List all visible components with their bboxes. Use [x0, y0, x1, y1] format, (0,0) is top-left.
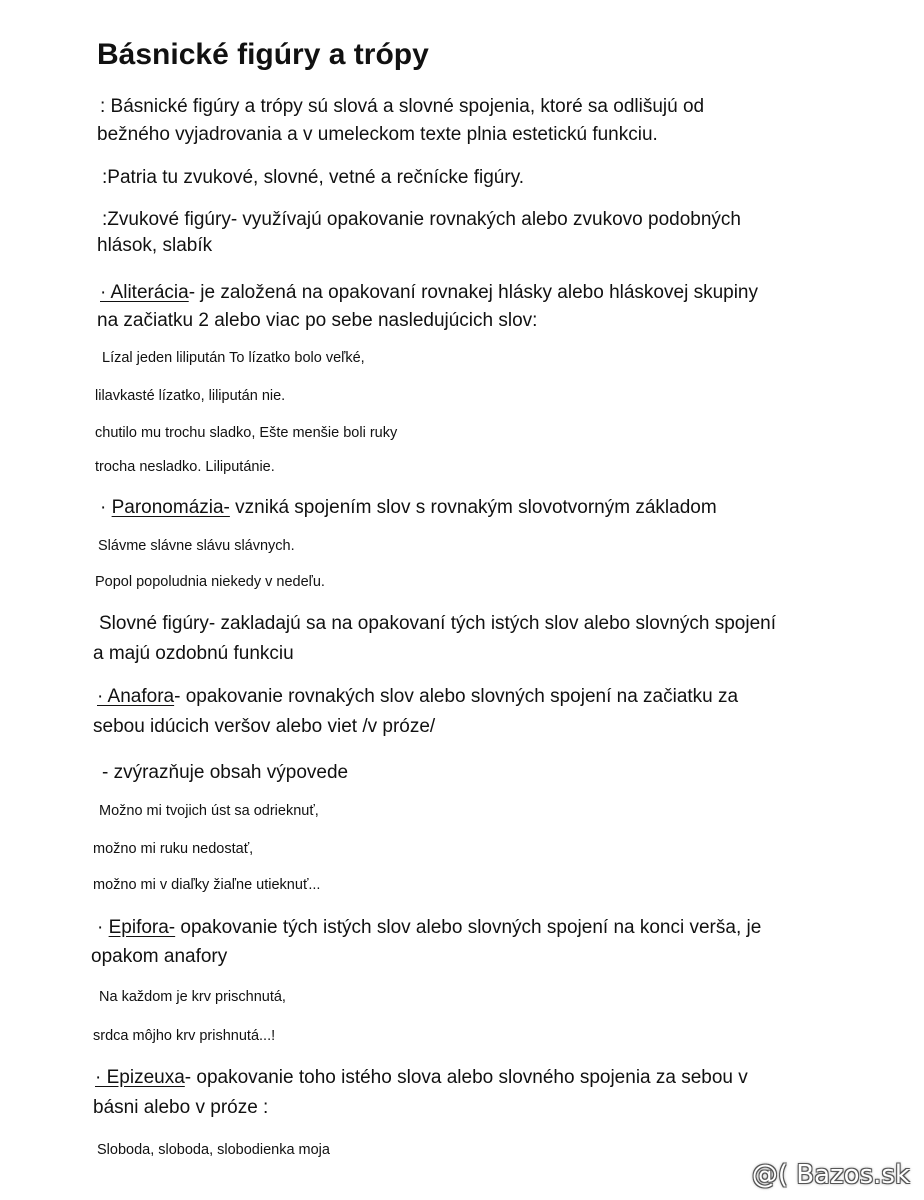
epizeuxa-line-1: [95, 1067, 748, 1089]
aliteracia-line-1: [100, 282, 758, 304]
aliteracia-term: · Aliterácia: [100, 282, 189, 303]
paronomazia-line: [100, 497, 717, 519]
poem-line: Možno mi tvojich úst sa odrieknuť,: [99, 803, 319, 819]
poem-line: Lízal jeden lilipután To lízatko bolo veľké,: [102, 350, 365, 366]
intro-line-1: : Básnické figúry a trópy sú slová a slovné spojenia, ktoré sa odlišujú od: [100, 96, 705, 117]
zvukove-line-2: hlások, slabík: [97, 235, 213, 256]
aliteracia-definition: - je založená na opakovaní rovnakej hlásky alebo hláskovej skupiny: [188, 282, 758, 303]
poem-line: srdca môjho krv prishnutá...!: [93, 1028, 276, 1044]
epizeuxa-definition: - opakovanie toho istého slova alebo slovného spojenia za sebou v: [184, 1067, 748, 1088]
anafora-note: - zvýrazňuje obsah výpovede: [102, 762, 349, 783]
slovne-line-2: a majú ozdobnú funkciu: [93, 643, 294, 664]
epifora-definition: opakovanie tých istých slov alebo slovných spojení na konci verša, je: [175, 917, 762, 938]
anafora-term: · Anafora: [97, 686, 175, 707]
intro-line-2: bežného vyjadrovania a v umeleckom texte plnia estetickú funkciu.: [97, 124, 658, 145]
bazos-watermark: @( Bazos.sk: [751, 1160, 910, 1190]
paronomazia-term: Paronomázia-: [111, 497, 230, 518]
paronomazia-definition: vzniká spojením slov s rovnakým slovotvorným základom: [229, 497, 717, 518]
anafora-definition: - opakovanie rovnakých slov alebo slovných spojení na začiatku za: [174, 686, 739, 707]
page-title: Básnické figúry a trópy: [97, 38, 429, 71]
epizeuxa-term: · Epizeuxa: [95, 1067, 185, 1088]
aliteracia-line-2: na začiatku 2 alebo viac po sebe nasledujúcich slov:: [97, 310, 538, 331]
slovne-line-1: Slovné figúry- zakladajú sa na opakovaní tých istých slov alebo slovných spojení: [99, 613, 776, 634]
poem-line: Popol popoludnia niekedy v nedeľu.: [95, 574, 325, 590]
poem-line: Sloboda, sloboda, slobodienka moja: [97, 1142, 330, 1158]
epifora-term: Epifora-: [108, 917, 176, 938]
poem-line: lilavkasté lízatko, lilipután nie.: [95, 388, 286, 404]
anafora-line-1: [97, 686, 738, 708]
epizeuxa-line-2: básni alebo v próze :: [93, 1097, 269, 1118]
poem-line: chutilo mu trochu sladko, Ešte menšie boli ruky: [95, 425, 398, 441]
zvukove-line-1: :Zvukové figúry- využívajú opakovanie rovnakých alebo zvukovo podobných: [102, 209, 741, 230]
poem-line: trocha nesladko. Liliputánie.: [95, 459, 275, 475]
epifora-line-1: [97, 917, 761, 939]
bullet-dot: ·: [100, 497, 112, 518]
epifora-line-2: opakom anafory: [91, 946, 228, 967]
patria-line: :Patria tu zvukové, slovné, vetné a rečnícke figúry.: [102, 167, 525, 188]
poem-line: možno mi ruku nedostať,: [93, 841, 254, 857]
poem-line: Na každom je krv prischnutá,: [99, 989, 286, 1005]
poem-line: možno mi v diaľky žiaľne utieknuť...: [93, 877, 321, 893]
anafora-line-2: sebou idúcich veršov alebo viet /v próze/: [93, 716, 436, 737]
bullet-dot: ·: [97, 917, 109, 938]
poem-line: Slávme slávne slávu slávnych.: [98, 538, 295, 554]
